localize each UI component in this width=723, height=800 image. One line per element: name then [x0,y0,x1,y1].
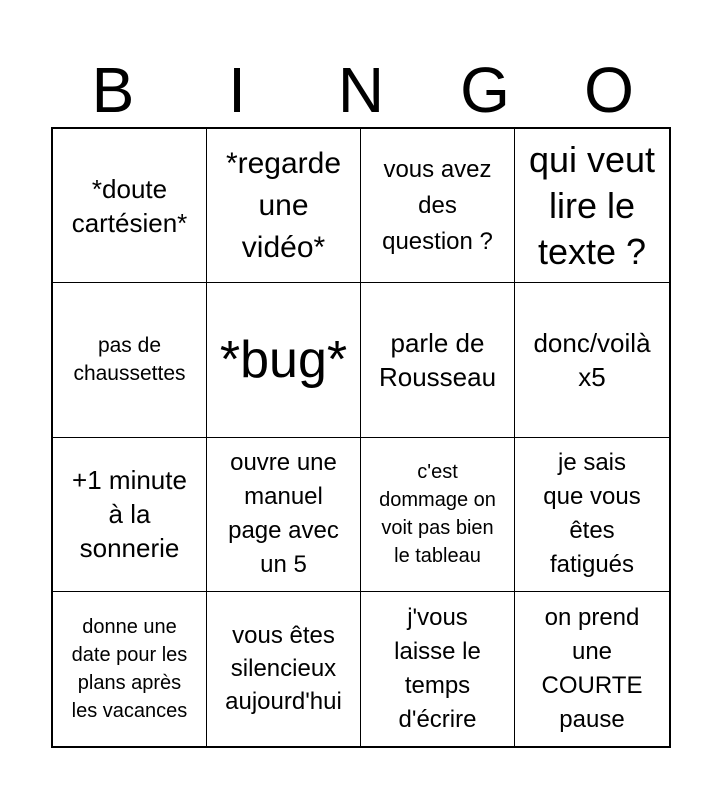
cell-text: j'vous laisse le temps d'écrire [394,603,481,733]
header-letter-b: B [91,54,135,126]
bingo-cell[interactable] [207,283,361,437]
bingo-cell[interactable] [515,129,669,283]
cell-text: +1 minute à la sonnerie [72,465,187,564]
bingo-cell[interactable] [361,592,515,746]
cell-text: donc/voilà x5 [533,327,651,392]
cell-text: donne une date pour les plans après les vacances [71,615,188,722]
cell-text: ouvre une manuel page avec un 5 [228,449,339,579]
bingo-cell[interactable] [361,438,515,592]
bingo-cell[interactable] [53,283,207,437]
cell-text: vous avez des question ? [382,155,493,255]
cell-text: parle de Rousseau [378,327,497,392]
bingo-cell[interactable] [207,592,361,746]
cell-text: *doute cartésien* [71,173,188,238]
bingo-cell[interactable] [53,129,207,283]
header-letter-g: G [460,54,510,126]
bingo-cell[interactable] [53,592,207,746]
bingo-cell[interactable] [207,438,361,592]
bingo-cell[interactable] [53,438,207,592]
cell-text: pas de chaussettes [73,333,186,385]
cell-text: je sais que vous êtes fatigués [543,449,641,579]
bingo-header [51,52,671,128]
bingo-cell[interactable] [515,283,669,437]
bingo-cell[interactable] [515,592,669,746]
cell-text: c'est dommage on voit pas bien le tableau [379,461,496,568]
bingo-cell[interactable] [361,283,515,437]
bingo-cell[interactable] [207,129,361,283]
header-letter-n: N [337,54,385,126]
cell-text: on prend une COURTE pause [541,603,643,733]
bingo-board [51,127,671,748]
bingo-cell[interactable] [515,438,669,592]
cell-text: qui veut lire le texte ? [528,138,656,272]
cell-text: *bug* [219,330,348,389]
header-letter-o: O [584,54,634,126]
cell-text: vous êtes silencieux aujourd'hui [225,622,342,716]
cell-text: *regarde une vidéo* [225,146,342,264]
header-letter-i: I [228,54,246,126]
bingo-cell[interactable] [361,129,515,283]
